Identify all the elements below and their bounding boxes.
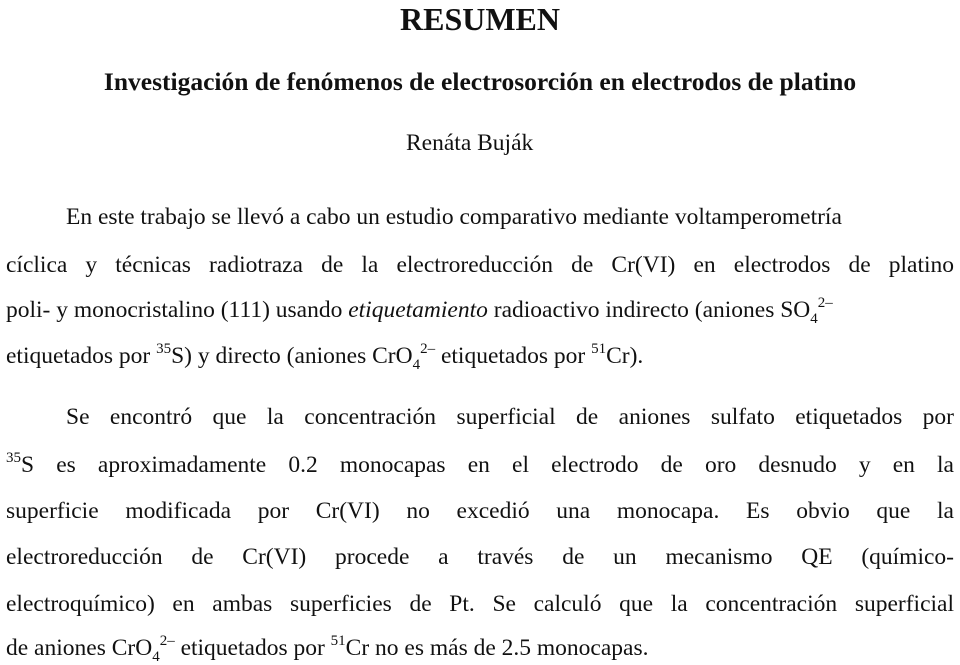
- text-span: superficie modificada por Cr(VI) no excedió una monocapa. Es obvio que la: [6, 498, 954, 524]
- subscript: 4: [412, 357, 421, 373]
- superscript: 51: [591, 341, 607, 357]
- paragraph-1-line-3: [6, 295, 946, 327]
- paragraph-1-line-4: [6, 341, 954, 373]
- paragraph-2-line-5: [6, 590, 954, 618]
- subscript: 4: [810, 311, 818, 327]
- text-span: Se encontró que la concentración superficial de aniones sulfato etiquetados por: [66, 404, 954, 430]
- text-span: cíclica y técnicas radiotraza de la electroreducción de Cr(VI) en electrodos de platino: [6, 252, 954, 278]
- text-span: En este trabajo se llevó a cabo un estudio comparativo mediante voltamperometría: [66, 204, 842, 230]
- text-span: S) y directo (aniones CrO: [171, 343, 413, 369]
- text-span: etiquetados por: [435, 343, 592, 369]
- paragraph-2-line-4: [6, 543, 954, 571]
- subscript: 4: [152, 649, 160, 665]
- text-span: poli- y monocristalino (111) usando: [6, 297, 349, 323]
- superscript: 2–: [159, 633, 175, 649]
- text-span: Cr no es más de 2.5 monocapas.: [345, 635, 649, 661]
- text-span: radioactivo indirecto (aniones SO: [487, 297, 811, 323]
- paragraph-2-line-2: [6, 451, 954, 482]
- paragraph-2-line-6: [6, 633, 954, 665]
- document-subtitle: Investigación de fenómenos de electrosorción en electrodos de platino: [103, 67, 857, 96]
- text-span: de aniones CrO: [6, 635, 153, 661]
- paragraph-1-line-2: [6, 251, 954, 279]
- superscript: 2–: [420, 341, 436, 357]
- text-span: electroquímico) en ambas superficies de Pt. Se calculó que la concentración superficial: [6, 591, 954, 617]
- paragraph-1-line-1: [66, 203, 954, 231]
- italic-term: etiquetamiento: [348, 297, 488, 323]
- text-span: Cr).: [606, 343, 644, 369]
- superscript: 51: [330, 633, 346, 649]
- text-span: electroreducción de Cr(VI) procede a través de un mecanismo QE (químico-: [6, 544, 954, 570]
- superscript: 35: [156, 341, 172, 357]
- page-title: RESUMEN: [399, 1, 560, 37]
- text-span: S es aproximadamente 0.2 monocapas en el electrodo de oro desnudo y en la: [21, 452, 954, 478]
- superscript: 2–: [817, 295, 833, 311]
- paragraph-2-line-3: [6, 497, 954, 525]
- text-span: etiquetados por: [6, 343, 157, 369]
- superscript: 35: [6, 450, 21, 466]
- author-name: Renáta Buják: [406, 130, 534, 156]
- paragraph-2-line-1: [66, 403, 954, 431]
- text-span: etiquetados por: [174, 635, 331, 661]
